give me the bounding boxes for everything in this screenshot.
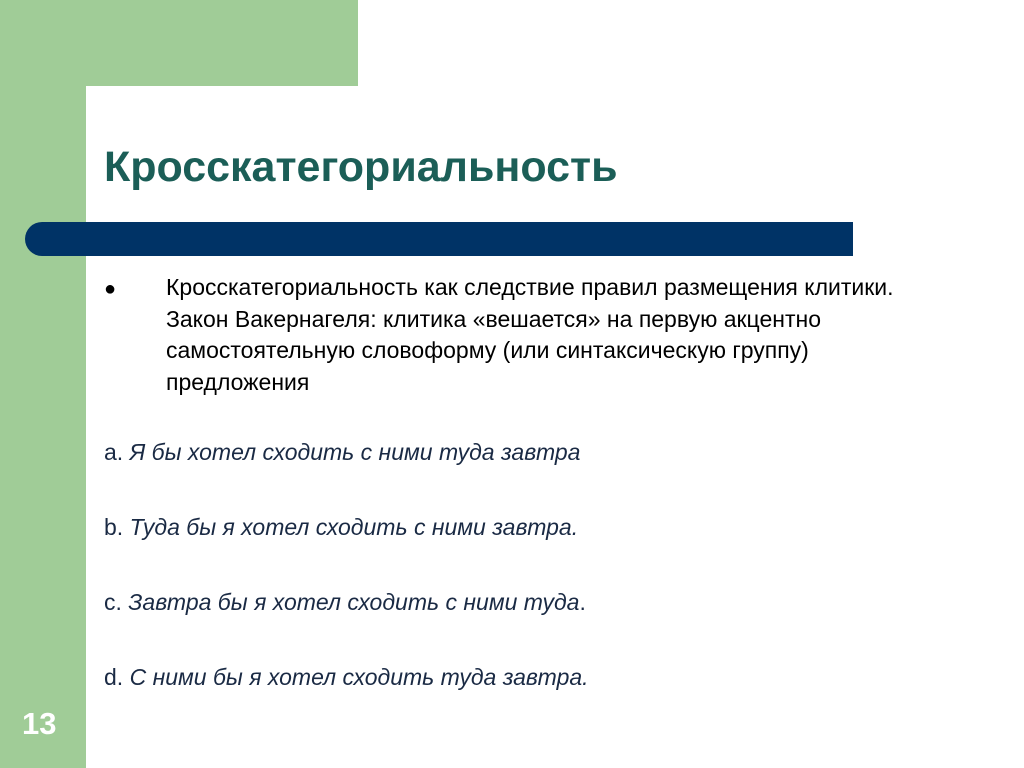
example-a bbox=[104, 437, 580, 467]
example-sentence: С ними бы я хотел сходить туда завтра. bbox=[129, 664, 589, 690]
bullet-paragraph: Кросскатегориальность как следствие правил размещения клитики. Закон Вакернагеля: клитика «вешается» на первую акцентно самостоятельную словоформу (или синтаксическую группу) предложения bbox=[166, 274, 894, 395]
example-letter: a. bbox=[104, 439, 130, 465]
example-sentence: Туда бы я хотел сходить с ними завтра. bbox=[129, 514, 579, 540]
slide-title: Кросскатегориальность bbox=[104, 143, 618, 191]
example-b bbox=[104, 512, 578, 542]
example-c bbox=[104, 587, 586, 617]
example-sentence: Завтра бы я хотел сходить с ними туда bbox=[128, 589, 580, 615]
example-d bbox=[104, 662, 589, 692]
example-letter: c. bbox=[104, 589, 129, 615]
bullet-marker: ● bbox=[104, 278, 117, 300]
example-sentence: Я бы хотел сходить с ними туда завтра bbox=[129, 439, 581, 465]
example-letter: d. bbox=[104, 664, 130, 690]
slide-number: 13 bbox=[22, 706, 57, 741]
decorative-green-top-block bbox=[0, 0, 358, 86]
title-underline-bar bbox=[25, 222, 853, 256]
example-letter: b. bbox=[104, 514, 130, 540]
example-end: . bbox=[579, 589, 586, 615]
decorative-green-sidebar bbox=[0, 0, 86, 768]
